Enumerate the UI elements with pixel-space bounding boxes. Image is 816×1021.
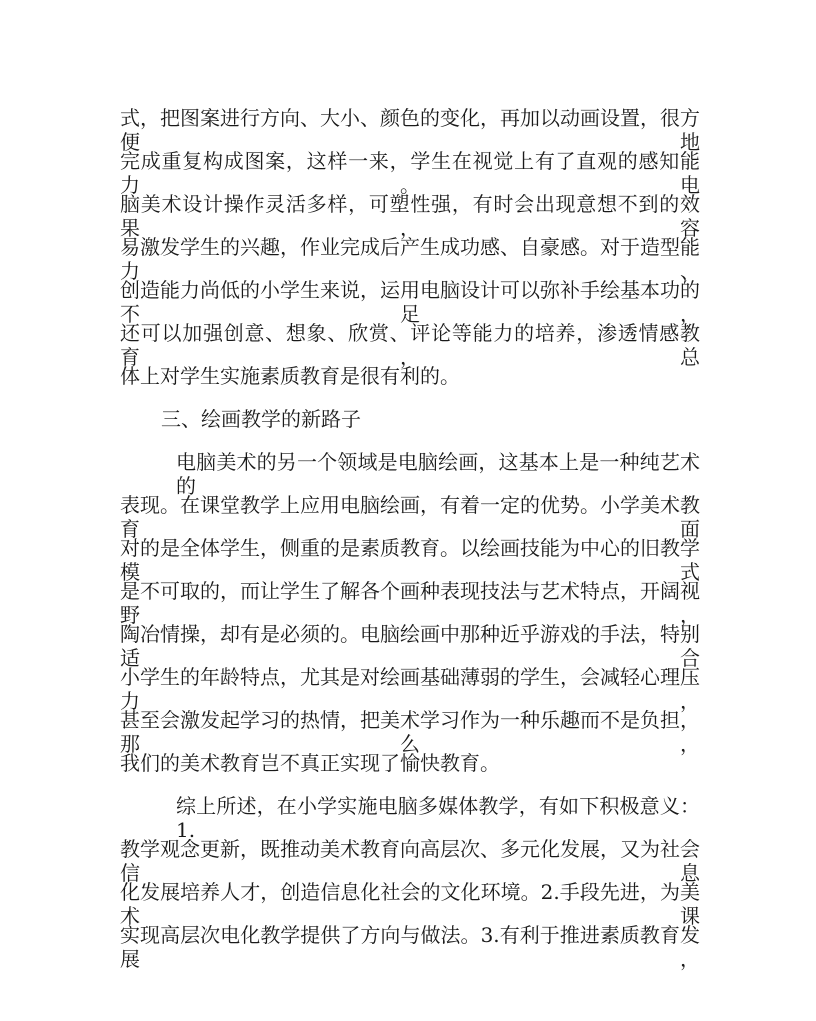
paragraph-2-line-4: 是不可取的，而让学生了解各个画种表现技法与艺术特点，开阔视野， xyxy=(120,579,700,627)
paragraph-3-line-2: 教学观念更新，既推动美术教育向高层次、多元化发展，又为社会信息 xyxy=(120,837,700,885)
paragraph-1-line-4: 易激发学生的兴趣，作业完成后产生成功感、自豪感。对于造型能力、 xyxy=(120,235,700,283)
section-heading: 三、绘画教学的新路子 xyxy=(161,407,361,431)
paragraph-2-line-5: 陶冶情操，却有是必须的。电脑绘画中那种近乎游戏的手法，特别适合 xyxy=(120,622,700,670)
paragraph-2-line-1: 电脑美术的另一个领域是电脑绘画，这基本上是一种纯艺术的 xyxy=(176,450,700,498)
paragraph-2-line-7: 甚至会激发起学习的热情，把美术学习作为一种乐趣而不是负担，那么， xyxy=(120,708,700,756)
paragraph-3-line-3: 化发展培养人才，创造信息化社会的文化环境。2.手段先进，为美术课 xyxy=(120,880,700,928)
paragraph-2-line-8: 我们的美术教育岂不真正实现了愉快教育。 xyxy=(120,751,500,775)
paragraph-1-line-6: 还可以加强创意、想象、欣赏、评论等能力的培养，渗透情感教育，总 xyxy=(120,321,700,369)
paragraph-1-line-1: 式，把图案进行方向、大小、颜色的变化，再加以动画设置，很方便地 xyxy=(120,106,700,154)
paragraph-1-line-2: 完成重复构成图案，这样一来，学生在视觉上有了直观的感知能力。电 xyxy=(120,149,700,197)
paragraph-1-line-5: 创造能力尚低的小学生来说，运用电脑设计可以弥补手绘基本功的不足， xyxy=(120,278,700,326)
paragraph-2-line-2: 表现。在课堂教学上应用电脑绘画，有着一定的优势。小学美术教育面 xyxy=(120,493,700,541)
paragraph-3-line-4: 实现高层次电化教学提供了方向与做法。3.有利于推进素质教育发展， xyxy=(120,923,700,971)
paragraph-3-line-1: 综上所述，在小学实施电脑多媒体教学，有如下积极意义：1. xyxy=(176,794,700,842)
paragraph-1-line-3: 脑美术设计操作灵活多样，可塑性强，有时会出现意想不到的效果，容 xyxy=(120,192,700,240)
paragraph-1-line-7: 体上对学生实施素质教育是很有利的。 xyxy=(120,364,460,388)
paragraph-2-line-6: 小学生的年龄特点，尤其是对绘画基础薄弱的学生，会减轻心理压力， xyxy=(120,665,700,713)
paragraph-2-line-3: 对的是全体学生，侧重的是素质教育。以绘画技能为中心的旧教学模式 xyxy=(120,536,700,584)
